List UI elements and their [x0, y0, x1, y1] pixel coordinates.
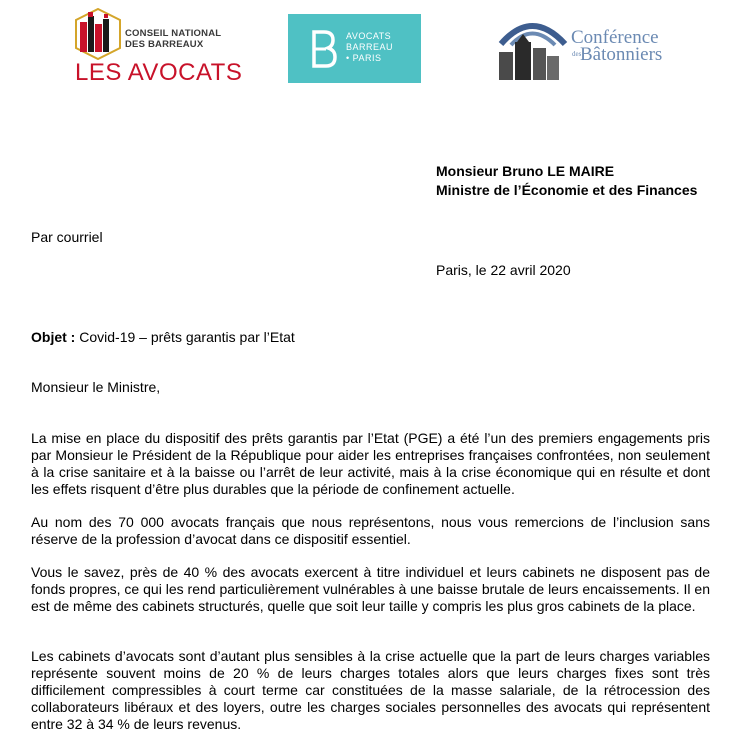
body-paragraph: La mise en place du dispositif des prêts garantis par l’Etat (PGE) a été l’un des premiers engagements pris par Monsieur le Président de la République pour aider les entreprises françaises confrontées, non seulement à la crise sanitaire et à la baisse ou l’arrêt de leur activité, mais à la crise économique qui en résulte et dont les effets risquent d’être plus durables que la période de confinement actuelle. — [31, 430, 710, 497]
conference-batonniers-logo — [493, 12, 673, 84]
subject-text: Covid-19 – prêts garantis par l’Etat — [75, 329, 295, 345]
cnb-brand: LES AVOCATS — [75, 59, 243, 86]
paris-bar-b-icon — [308, 29, 338, 69]
recipient-name: Monsieur Bruno LE MAIRE — [436, 163, 615, 179]
body-paragraph: Vous le savez, près de 40 % des avocats exercent à titre individuel et leurs cabinets ne disposent pas de fonds propres, ce qui les rend particulièrement vulnérables à une baisse brutale de leurs encaissements. Il en est de même des cabinets structurés, quelle que soit leur taille y compris les plus gros cabinets de la place. — [31, 564, 710, 614]
conference-des: des — [572, 50, 582, 58]
conference-line1: Conférence — [571, 27, 659, 48]
subject-line — [31, 329, 295, 346]
conference-line2: Bâtonniers — [580, 44, 663, 65]
cnb-name: CONSEIL NATIONAL DES BARREAUX — [125, 28, 222, 50]
conference-dome-icon — [493, 12, 571, 84]
paris-bar-text: AVOCATS BARREAU • PARIS — [346, 31, 394, 63]
subject-label: Objet : — [31, 329, 76, 345]
cnb-emblem-icon — [75, 8, 121, 60]
salutation: Monsieur le Ministre, — [31, 379, 161, 395]
recipient-block — [436, 162, 697, 200]
body-paragraph: Au nom des 70 000 avocats français que nous représentons, nous vous remercions de l’inclusion sans réserve de la profession d’avocat dans ce dispositif essentiel. — [31, 514, 710, 547]
recipient-title: Ministre de l’Économie et des Finances — [436, 182, 698, 198]
cnb-logo — [75, 8, 243, 86]
body-paragraph: Les cabinets d’avocats sont d’autant plus sensibles à la crise actuelle que la part de leurs charges variables représente souvent moins de 20 % de leurs charges totales alors que leurs charges fixes sont très difficilement compressibles à court terme car constituées de la masse salariale, de la rétrocession des collaborateurs libéraux et des loyers, outre les charges sociales personnelles des avocats qui représentent entre 32 à 34 % de leurs revenus. — [31, 648, 710, 732]
delivery-method: Par courriel — [31, 229, 103, 245]
paris-bar-logo — [288, 14, 421, 83]
letter-date: Paris, le 22 avril 2020 — [436, 262, 571, 278]
